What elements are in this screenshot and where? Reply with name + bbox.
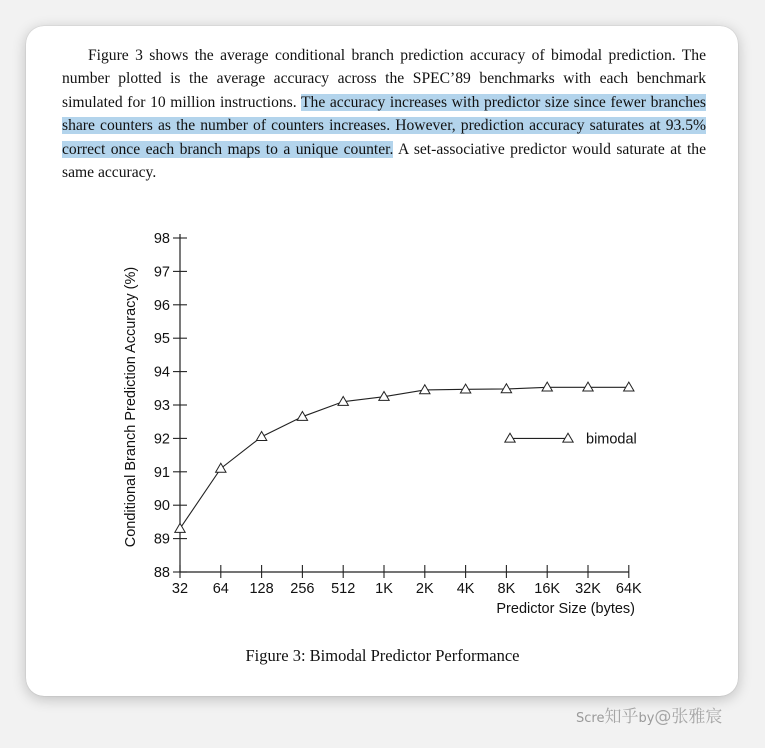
figure-caption: Figure 3: Bimodal Predictor Performance: [245, 646, 520, 665]
y-tick-label-91: 91: [153, 464, 170, 481]
y-axis-label: Conditional Branch Prediction Accuracy (%): [123, 266, 139, 548]
data-point-2K: [420, 385, 430, 394]
x-tick-label-128: 128: [249, 581, 274, 597]
y-tick-label-95: 95: [153, 331, 170, 348]
legend-marker-left: [505, 433, 515, 442]
body-paragraph: [62, 44, 706, 184]
y-tick-label-90: 90: [153, 498, 170, 515]
zhihu-watermark: [576, 702, 722, 727]
series-line-bimodal: [180, 387, 629, 528]
watermark-brand: 知乎: [604, 707, 639, 727]
y-tick-label-97: 97: [153, 264, 170, 281]
highlighted-text[interactable]: The accuracy increases with predictor size since fewer branches share counters as the number of counters increases. However, prediction accuracy saturates at 93.5% correct once each branch maps to a unique counter.: [62, 93, 707, 158]
legend-label-bimodal: bimodal: [586, 431, 637, 448]
y-tick-label-88: 88: [153, 565, 170, 581]
data-point-64: [216, 463, 226, 472]
x-tick-label-1K: 1K: [375, 581, 393, 597]
y-tick-label-93: 93: [153, 398, 170, 414]
x-axis-label: Predictor Size (bytes): [496, 601, 635, 617]
y-tick-label-98: 98: [153, 231, 170, 247]
x-tick-label-64: 64: [212, 581, 229, 597]
x-tick-label-2K: 2K: [415, 581, 434, 597]
data-point-16K: [542, 382, 552, 391]
x-tick-label-32: 32: [171, 581, 189, 597]
x-tick-label-4K: 4K: [456, 581, 475, 597]
legend-marker-right: [563, 433, 573, 442]
x-tick-label-8K: 8K: [497, 581, 516, 597]
y-tick-label-96: 96: [153, 297, 170, 314]
data-point-128: [256, 432, 266, 441]
paragraph-text-1: Figure 3 shows the average conditional branch prediction accuracy of bimodal prediction. The number plotted is the average accuracy across the SPEC’89 benchmarks with each benchmark simulated for 10 million instructions.: [62, 47, 706, 111]
data-point-32: [175, 523, 185, 532]
y-tick-label-89: 89: [153, 531, 170, 548]
data-point-8K: [501, 384, 511, 393]
x-tick-label-32K: 32K: [575, 581, 601, 597]
data-point-32K: [583, 382, 593, 391]
x-tick-label-256: 256: [290, 581, 315, 597]
y-tick-label-92: 92: [153, 431, 170, 448]
watermark-user: @张雅宸: [654, 707, 723, 727]
paragraph-text-2: A set-associative predictor would saturate at the same accuracy.: [62, 140, 706, 182]
data-point-256: [297, 411, 307, 420]
x-tick-label-64K: 64K: [615, 581, 642, 597]
watermark-mid: by: [638, 711, 655, 726]
x-tick-label-16K: 16K: [534, 581, 561, 597]
bimodal-accuracy-chart: [110, 222, 670, 627]
data-point-64K: [624, 382, 634, 391]
x-tick-label-512: 512: [331, 581, 356, 597]
data-point-4K: [460, 384, 470, 393]
y-tick-label-94: 94: [153, 364, 170, 381]
watermark-prefix: Scre: [576, 711, 605, 726]
